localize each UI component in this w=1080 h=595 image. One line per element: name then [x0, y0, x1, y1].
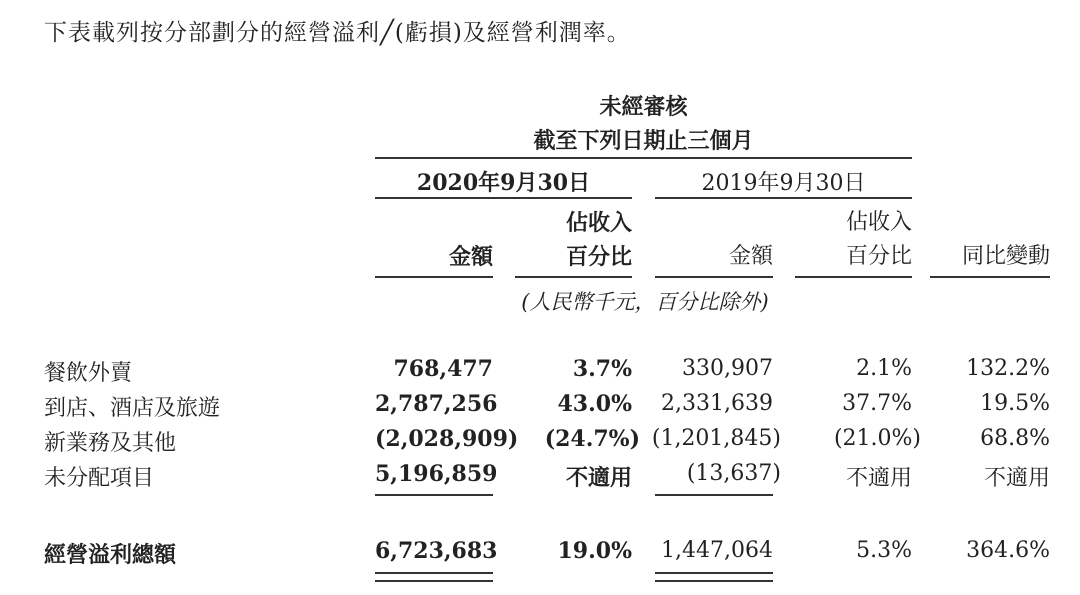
row-yoy: 不適用: [983, 466, 1050, 491]
col-pct-2019-line2: 百分比: [845, 244, 912, 269]
period-2020-heading: 2020年9月30日: [416, 170, 591, 196]
period-heading: 截至下列日期止三個月: [533, 128, 754, 154]
total-amt-2020: 6,723,683: [375, 538, 498, 564]
row-yoy: 132.2%: [966, 356, 1050, 381]
row-amt-2019: 2,331,639: [661, 391, 773, 416]
unaudited-heading: 未經審核: [599, 94, 688, 120]
row-amt-2019: (13,637): [686, 461, 781, 486]
total-double-rule: [375, 572, 493, 582]
row-amt-2020: (2,028,909): [375, 426, 519, 452]
col-rule: [375, 276, 493, 278]
total-double-rule: [655, 572, 773, 582]
row-amt-2020: 768,477: [393, 356, 493, 382]
col-amount-2019: 金額: [728, 244, 773, 269]
total-amt-2019: 1,447,064: [661, 538, 773, 563]
col-rule: [795, 276, 912, 278]
col-rule: [655, 276, 773, 278]
subtotal-rule: [655, 494, 773, 496]
row-label: 未分配項目: [44, 466, 155, 491]
row-pct-2019: 不適用: [845, 466, 912, 491]
col-rule: [515, 276, 632, 278]
row-yoy: 68.8%: [980, 426, 1050, 451]
row-pct-2019: 2.1%: [856, 356, 912, 381]
row-amt-2020: 5,196,859: [375, 461, 498, 487]
row-amt-2019: (1,201,845): [651, 426, 781, 451]
row-amt-2019: 330,907: [682, 356, 773, 381]
row-pct-2020: 不適用: [565, 465, 632, 491]
total-yoy: 364.6%: [966, 538, 1050, 563]
period-2020-rule: [375, 197, 632, 199]
total-pct-2020: 19.0%: [557, 538, 632, 564]
row-pct-2019: (21.0%): [833, 426, 921, 451]
row-amt-2020: 2,787,256: [375, 391, 498, 417]
row-label: 餐飲外賣: [44, 361, 133, 386]
period-2019-heading: 2019年9月30日: [701, 171, 866, 196]
total-label: 經營溢利總額: [44, 542, 177, 568]
col-amount-2020: 金額: [448, 244, 493, 270]
col-pct-2019-line1: 佔收入: [845, 210, 912, 235]
row-label: 新業務及其他: [44, 431, 177, 456]
period-2019-rule: [655, 197, 912, 199]
row-pct-2020: 43.0%: [557, 391, 632, 417]
row-pct-2020: 3.7%: [572, 356, 632, 382]
col-rule: [930, 276, 1050, 278]
row-pct-2020: (24.7%): [544, 426, 640, 452]
intro-text: 下表載列按分部劃分的經營溢利╱(虧損)及經營利潤率。: [44, 20, 631, 46]
total-pct-2019: 5.3%: [856, 538, 912, 563]
unit-note: (人民幣千元，百分比除外): [521, 290, 769, 314]
subtotal-rule: [375, 494, 493, 496]
row-pct-2019: 37.7%: [842, 391, 912, 416]
row-label: 到店、酒店及旅遊: [44, 396, 221, 421]
col-pct-2020-line1: 佔收入: [565, 210, 632, 236]
header-rule: [375, 157, 912, 159]
col-yoy: 同比變動: [961, 244, 1050, 269]
col-pct-2020-line2: 百分比: [565, 244, 632, 270]
row-yoy: 19.5%: [980, 391, 1050, 416]
